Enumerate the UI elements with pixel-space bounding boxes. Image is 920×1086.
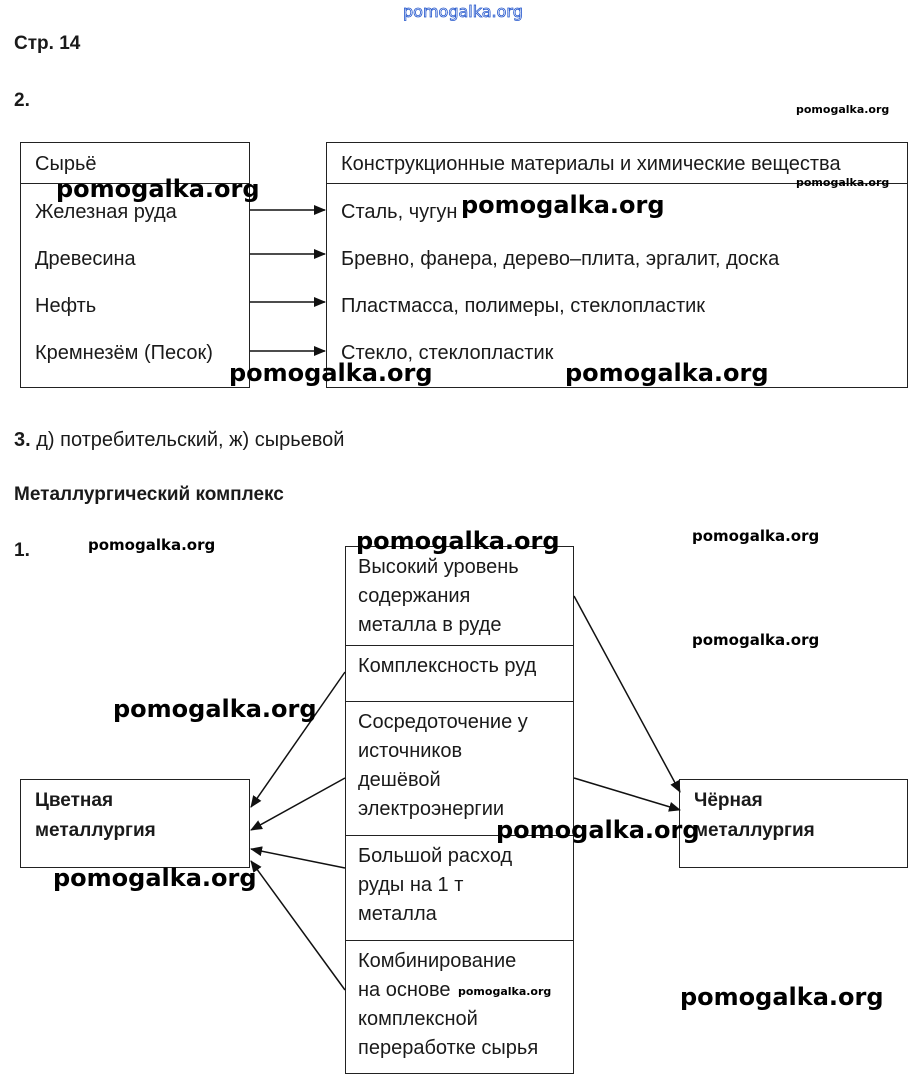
watermark: pomogalka.org xyxy=(565,359,769,387)
product-item-wood: Бревно, фанера, дерево–плита, эргалит, доска xyxy=(341,248,780,270)
raw-item-wood: Древесина xyxy=(35,248,136,270)
products-header: Конструкционные материалы и химические вещества xyxy=(341,153,841,175)
ferrous-label: Чёрная металлургия xyxy=(694,790,815,841)
watermark: pomogalka.org xyxy=(56,175,260,203)
product-item-plastics: Пластмасса, полимеры, стеклопластик xyxy=(341,295,706,317)
factor-cheap-electricity: Сосредоточение у источников дешёвой электроэнергии xyxy=(346,701,573,835)
arrow-ore-consumption-to-non-ferrous xyxy=(251,849,345,868)
watermark: pomogalka.org xyxy=(796,176,890,189)
top-watermark: pomogalka.org xyxy=(403,2,523,21)
watermark: pomogalka.org xyxy=(796,103,890,116)
factor-high-metal-content: Высокий уровень содержания металла в руде xyxy=(358,556,519,636)
watermark: pomogalka.org xyxy=(229,359,433,387)
factor-high-ore-consumption: Большой расход руды на 1 т металла xyxy=(346,835,573,940)
watermark: pomogalka.org xyxy=(692,631,820,649)
page-label: Стр. 14 xyxy=(14,33,81,54)
raw-item-iron-ore: Железная руда xyxy=(35,201,177,223)
watermark: pomogalka.org xyxy=(496,816,700,844)
watermark: pomogalka.org xyxy=(680,983,884,1011)
arrow-combination-to-non-ferrous xyxy=(251,861,345,990)
non-ferrous-label: Цветная металлургия xyxy=(35,790,156,841)
product-item-glass: Стекло, стеклопластик xyxy=(341,342,554,364)
raw-item-oil: Нефть xyxy=(35,295,97,317)
task3-answer: д) потребительский, ж) сырьевой xyxy=(30,429,345,451)
arrow-complex-ores-to-non-ferrous xyxy=(251,672,345,807)
product-item-steel: Сталь, чугун xyxy=(341,201,458,223)
arrow-metal-content-to-ferrous xyxy=(574,596,680,792)
task2-number: 2. xyxy=(14,90,30,111)
factor-combination: Комбинирование на основе комплексной переработке сырья xyxy=(346,940,573,1075)
watermark: pomogalka.org xyxy=(113,695,317,723)
watermark: pomogalka.org xyxy=(53,864,257,892)
task1-number: 1. xyxy=(14,540,30,561)
watermark: pomogalka.org xyxy=(356,527,560,555)
arrow-electricity-to-ferrous xyxy=(574,778,680,810)
task3-number: 3. xyxy=(14,429,31,451)
watermark: pomogalka.org xyxy=(461,191,665,219)
raw-header: Сырьё xyxy=(35,153,97,175)
watermark: pomogalka.org xyxy=(692,527,820,545)
section-title: Металлургический комплекс xyxy=(14,484,284,505)
watermark: pomogalka.org xyxy=(88,536,216,554)
watermark: pomogalka.org xyxy=(458,985,552,998)
raw-item-silica: Кремнезём (Песок) xyxy=(35,342,213,364)
factor-complex-ores: Комплексность руд xyxy=(346,645,573,701)
